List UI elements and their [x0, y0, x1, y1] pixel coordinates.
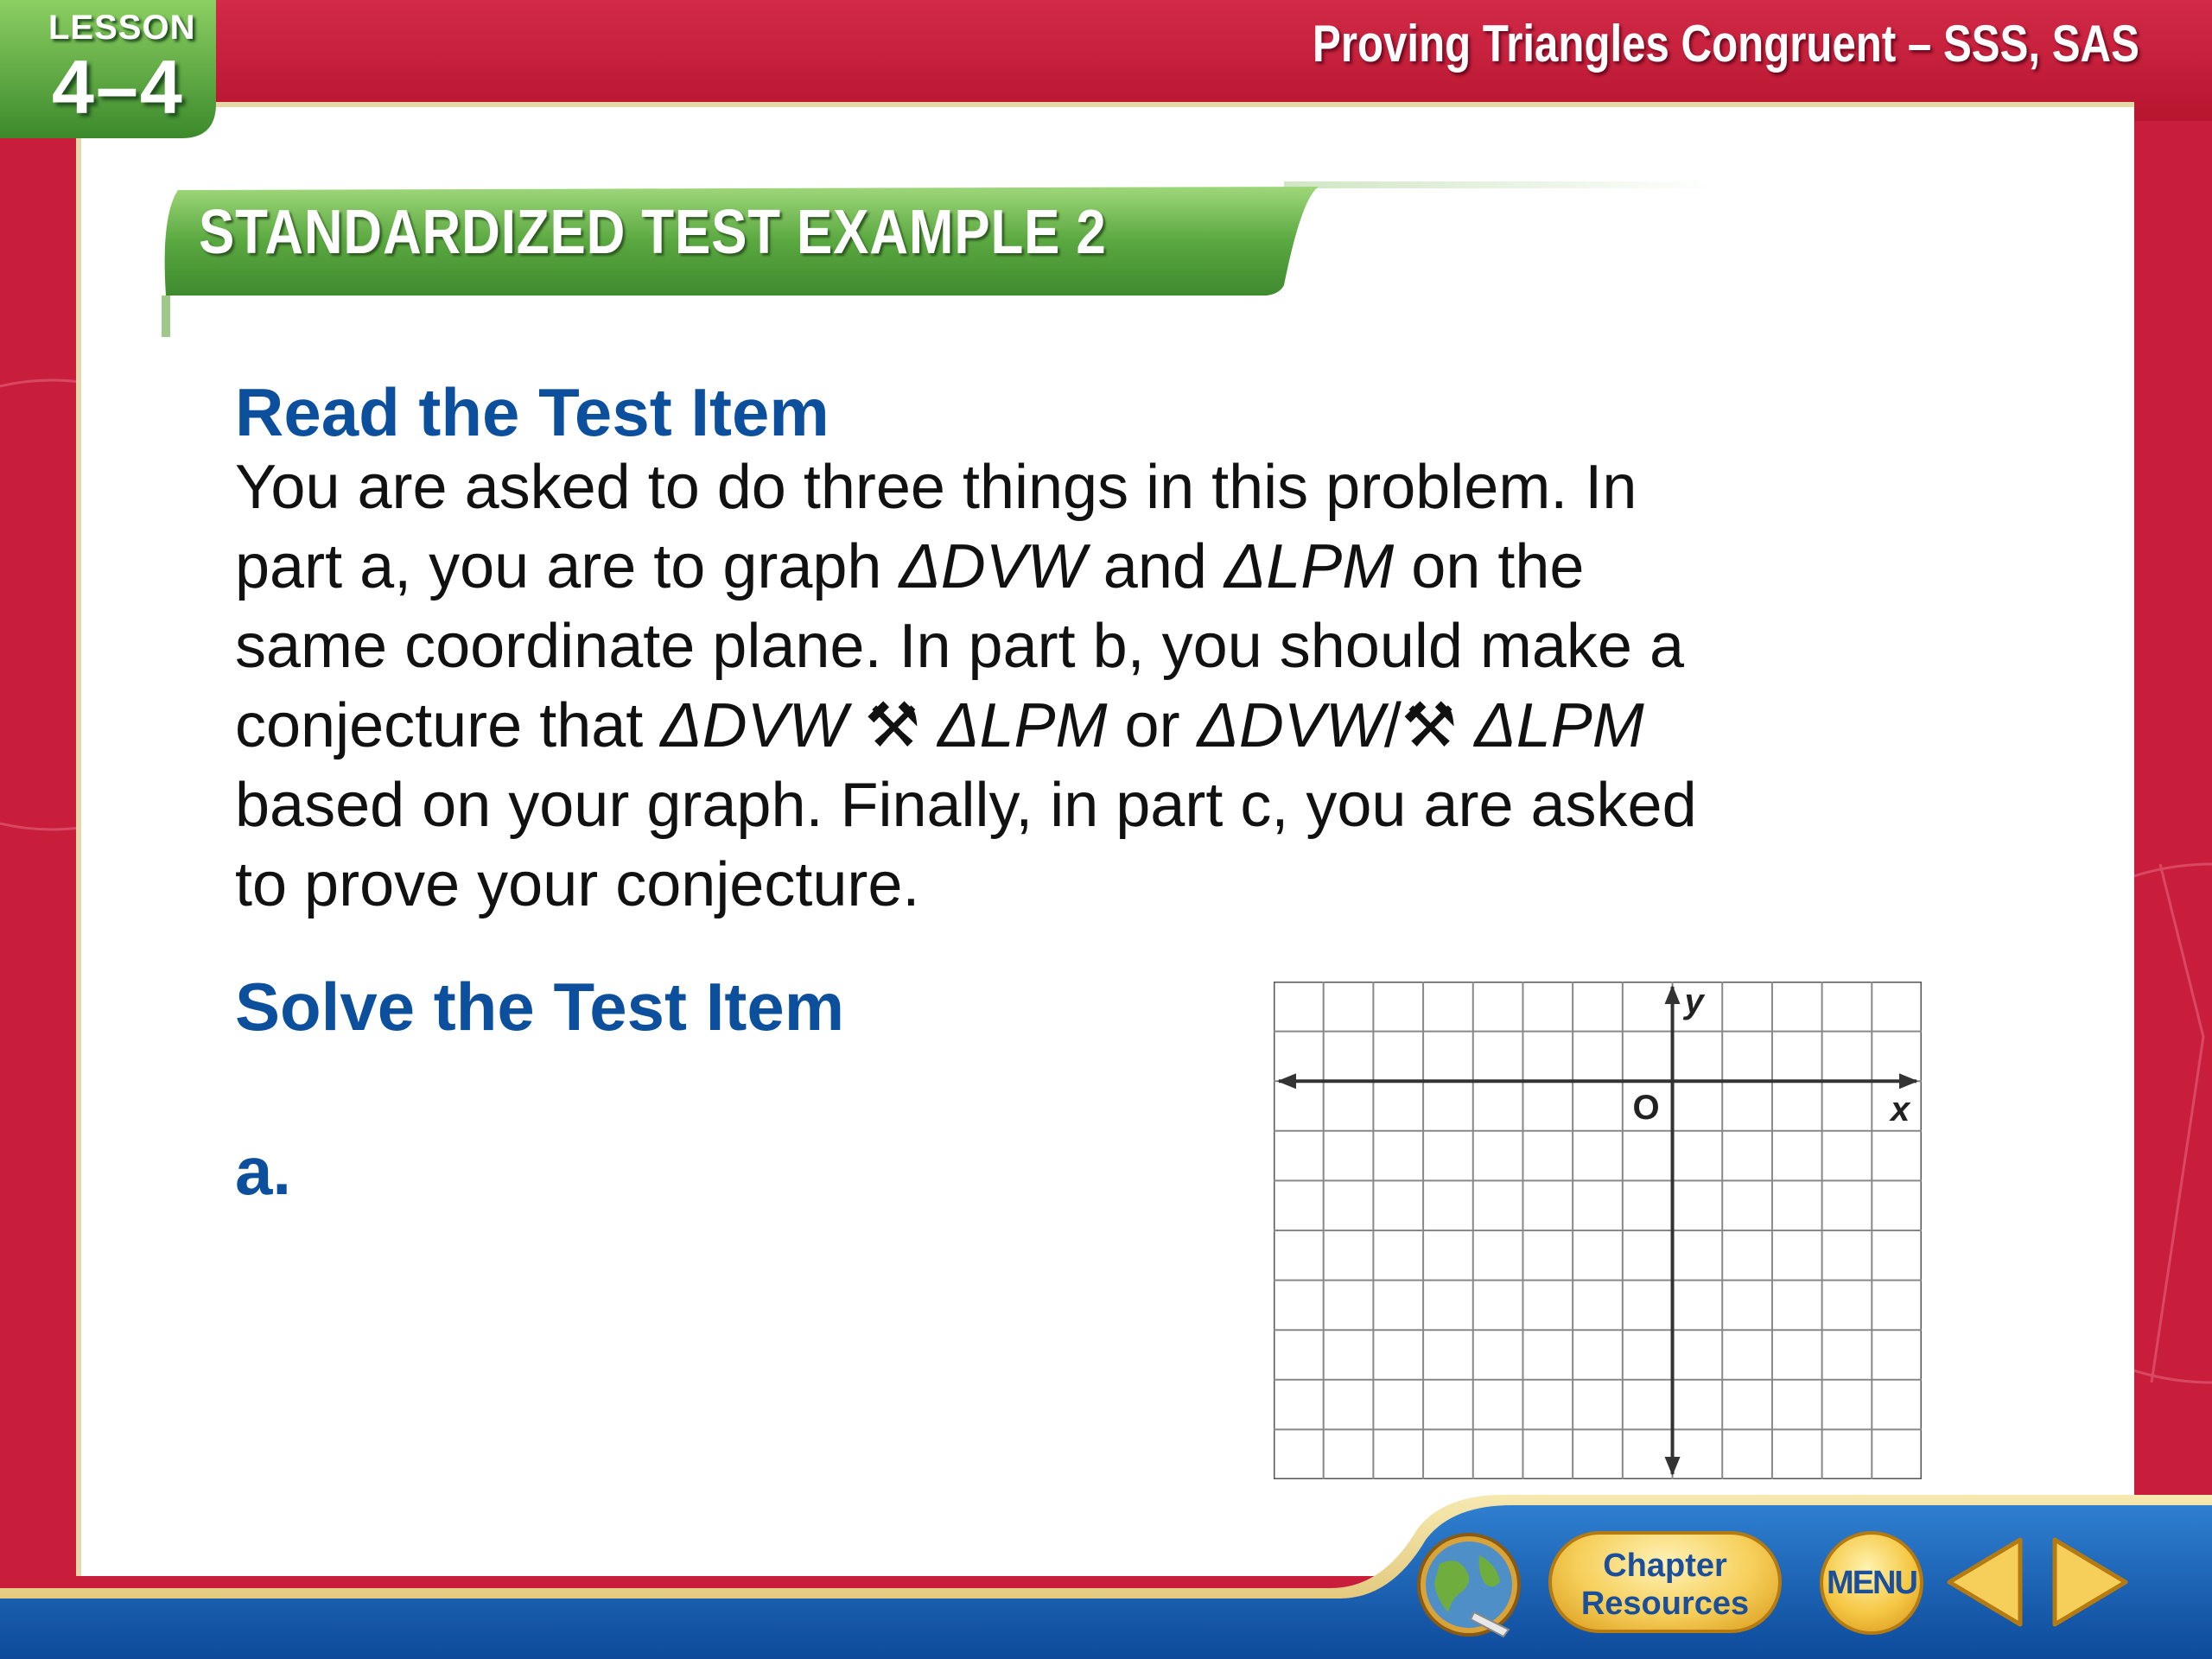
y-axis-label: y: [1684, 982, 1704, 1020]
solve-heading: Solve the Test Item: [235, 969, 845, 1045]
chapter-resources-label-line2: Resources: [1580, 1586, 1750, 1622]
triangle-left-icon[interactable]: [1944, 1535, 2027, 1630]
triangle-dvw: ΔDVW: [1197, 691, 1384, 760]
part-a-label: a.: [235, 1133, 292, 1209]
triangle-right-icon[interactable]: [2048, 1535, 2131, 1630]
read-heading: Read the Test Item: [235, 374, 830, 450]
chapter-resources-label-line1: Chapter: [1603, 1548, 1727, 1584]
text-line: part a, you are to graph ΔDVW and ΔLPM on the: [235, 532, 1585, 601]
lesson-number: 4–4: [52, 44, 184, 130]
text-line: You are asked to do three things in this problem. In: [235, 453, 1637, 522]
not-congruent-symbol: /⚒: [1383, 691, 1458, 760]
problem-text: [235, 448, 2006, 925]
text-line: based on your graph. Finally, in part c, you are asked: [235, 771, 1697, 840]
text-line: to prove your conjecture.: [235, 850, 920, 919]
example-title: STANDARDIZED TEST EXAMPLE 2: [199, 198, 1107, 267]
triangle-lpm: ΔLPM: [938, 691, 1108, 760]
text-line: conjecture that ΔDVW ⚒ ΔLPM or ΔDVW/⚒ ΔLPM: [235, 691, 1644, 760]
triangle-dvw: ΔDVW: [660, 691, 848, 760]
text-line: same coordinate plane. In part b, you should make a: [235, 612, 1685, 681]
globe-icon[interactable]: [1414, 1529, 1524, 1640]
lesson-label: LESSON: [48, 9, 196, 47]
congruent-symbol: ⚒: [864, 691, 921, 760]
triangle-dvw: ΔDVW: [899, 532, 1086, 601]
triangle-lpm: ΔLPM: [1474, 691, 1644, 760]
menu-button[interactable]: MENU: [1820, 1531, 1923, 1635]
triangle-lpm: ΔLPM: [1224, 532, 1395, 601]
coordinate-graph: [1274, 982, 1922, 1479]
page-title: Proving Triangles Congruent – SSS, SAS: [1313, 15, 2139, 73]
chapter-resources-button[interactable]: [1548, 1531, 1782, 1633]
origin-label: O: [1632, 1089, 1660, 1128]
x-axis-label: x: [1891, 1090, 1910, 1129]
